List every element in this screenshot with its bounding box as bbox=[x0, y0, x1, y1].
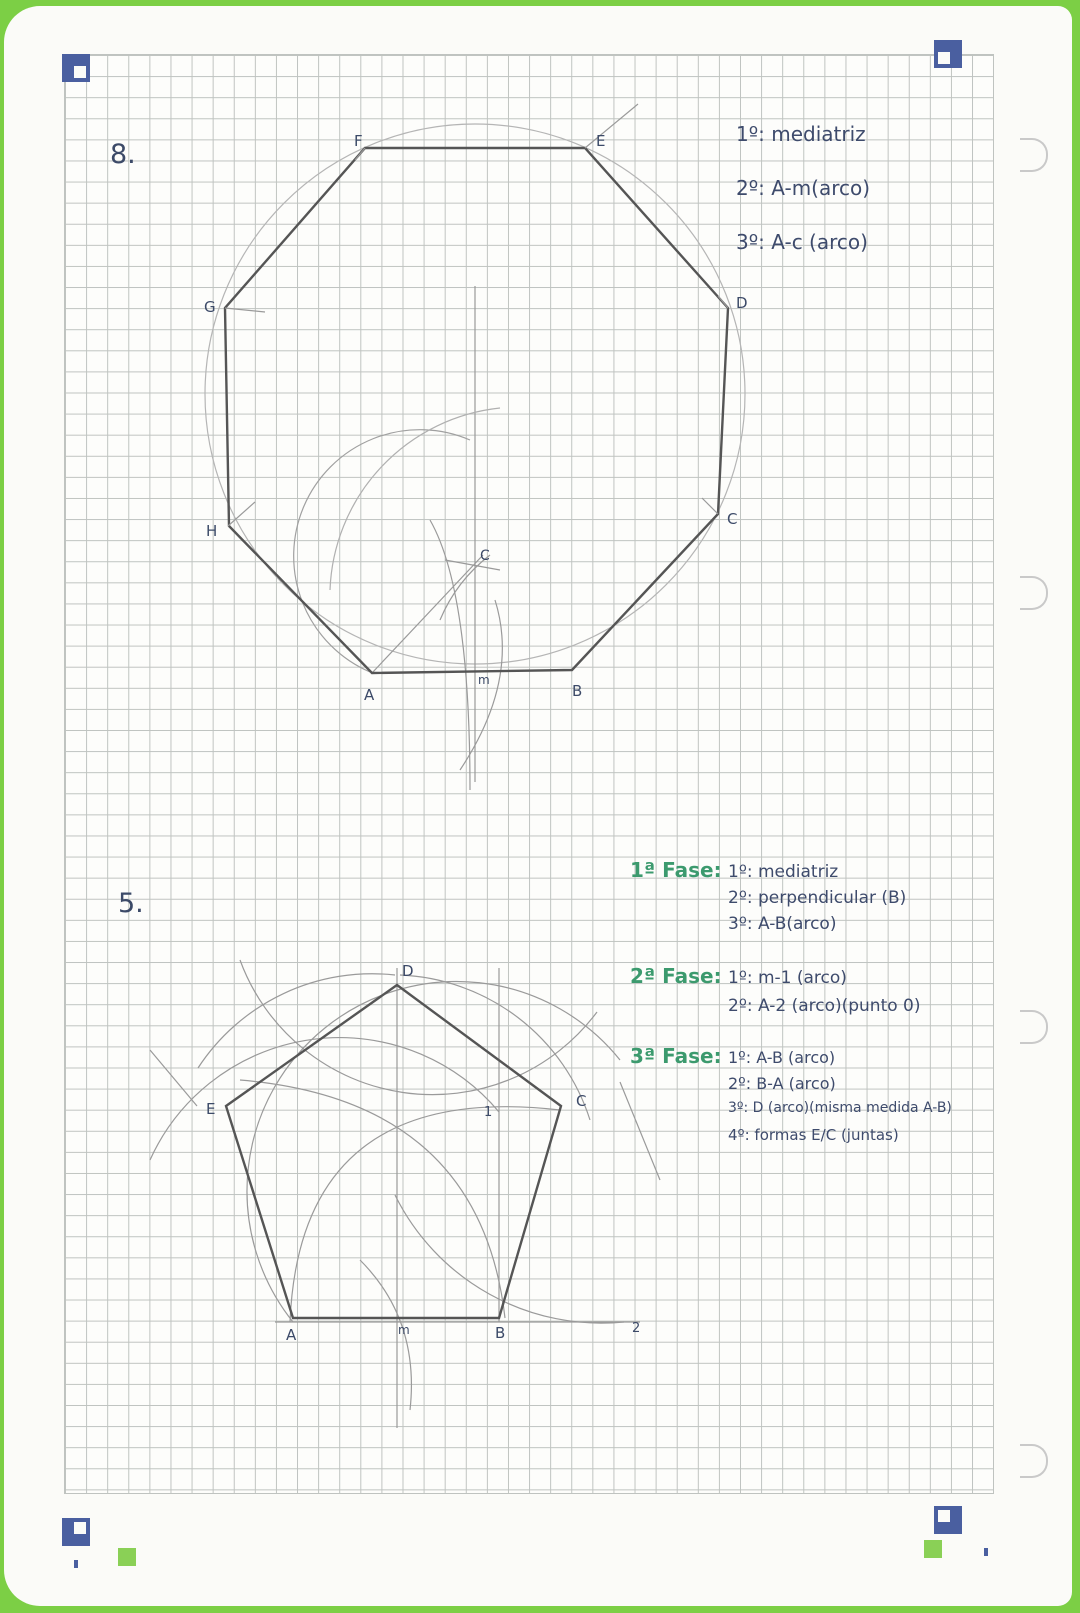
vertex-label-e-5: E bbox=[206, 1100, 216, 1118]
arc-inner-2 bbox=[240, 1080, 505, 1318]
vertex-label-g: G bbox=[204, 298, 216, 316]
label-m-5: m bbox=[398, 1323, 410, 1337]
exercise-8-number: 8. bbox=[110, 139, 136, 170]
octagon-construction bbox=[205, 124, 745, 790]
pentagon-shape bbox=[226, 985, 561, 1318]
vertex-label-c-5: C bbox=[576, 1092, 587, 1110]
tick-e bbox=[150, 1050, 197, 1106]
octagon-vertex-ticks bbox=[225, 104, 728, 526]
exercise-5-number: 5. bbox=[118, 888, 144, 919]
ex8-step-1: 1º: mediatriz bbox=[736, 122, 866, 146]
phase-3-step-2: 2º: B-A (arco) bbox=[728, 1074, 836, 1093]
vertex-label-b-5: B bbox=[495, 1324, 506, 1342]
phase-3-step-1: 1º: A-B (arco) bbox=[728, 1048, 836, 1067]
tick-c bbox=[620, 1082, 660, 1180]
arc-a-b bbox=[247, 981, 620, 1322]
ex8-step-3: 3º: A-c (arco) bbox=[736, 230, 868, 254]
phase-3-step-4: 4º: formas E/C (juntas) bbox=[728, 1126, 899, 1144]
phase-1-step-2: 2º: perpendicular (B) bbox=[728, 888, 907, 908]
vertex-label-c: C bbox=[727, 510, 738, 528]
arc-m-1 bbox=[240, 960, 597, 1095]
phase-1-title: 1ª Fase: bbox=[630, 858, 722, 882]
vertex-label-d: D bbox=[736, 294, 748, 312]
label-m-8: m bbox=[478, 673, 490, 687]
vertex-label-f: F bbox=[354, 132, 363, 150]
phase-2-step-2: 2º: A-2 (arco)(punto 0) bbox=[728, 996, 921, 1016]
vertex-label-b: B bbox=[572, 682, 583, 700]
octagon-shape bbox=[225, 148, 728, 673]
octagon-polygon bbox=[225, 148, 728, 673]
arc-b-a bbox=[150, 1038, 499, 1160]
phase-2-step-1: 1º: m-1 (arco) bbox=[728, 968, 847, 988]
phase-1-step-3: 3º: A-B(arco) bbox=[728, 914, 837, 934]
vertex-label-a-5: A bbox=[286, 1326, 297, 1344]
phase-3-step-3: 3º: D (arco)(misma medida A-B) bbox=[728, 1100, 952, 1116]
pentagon-construction bbox=[150, 960, 660, 1428]
mark-c bbox=[445, 560, 500, 570]
arc-d-right bbox=[400, 975, 590, 1120]
label-c-8: C bbox=[480, 548, 490, 564]
phase-2-title: 2ª Fase: bbox=[630, 964, 722, 988]
vertex-label-e: E bbox=[596, 132, 606, 150]
phase-3-title: 3ª Fase: bbox=[630, 1044, 722, 1068]
label-1: 1 bbox=[484, 1105, 493, 1120]
line-a-c bbox=[372, 555, 483, 673]
ex8-step-2: 2º: A-m(arco) bbox=[736, 176, 871, 200]
arc-a-2 bbox=[395, 1195, 624, 1323]
arc-d-left bbox=[198, 974, 395, 1068]
phase-1-step-1: 1º: mediatriz bbox=[728, 862, 839, 882]
vertex-label-a: A bbox=[364, 686, 375, 704]
vertex-label-d-5: D bbox=[402, 962, 414, 980]
label-2: 2 bbox=[632, 1321, 641, 1336]
arc-inner-1 bbox=[290, 1107, 560, 1322]
pentagon-polygon bbox=[226, 985, 561, 1318]
vertex-label-h: H bbox=[206, 522, 218, 540]
